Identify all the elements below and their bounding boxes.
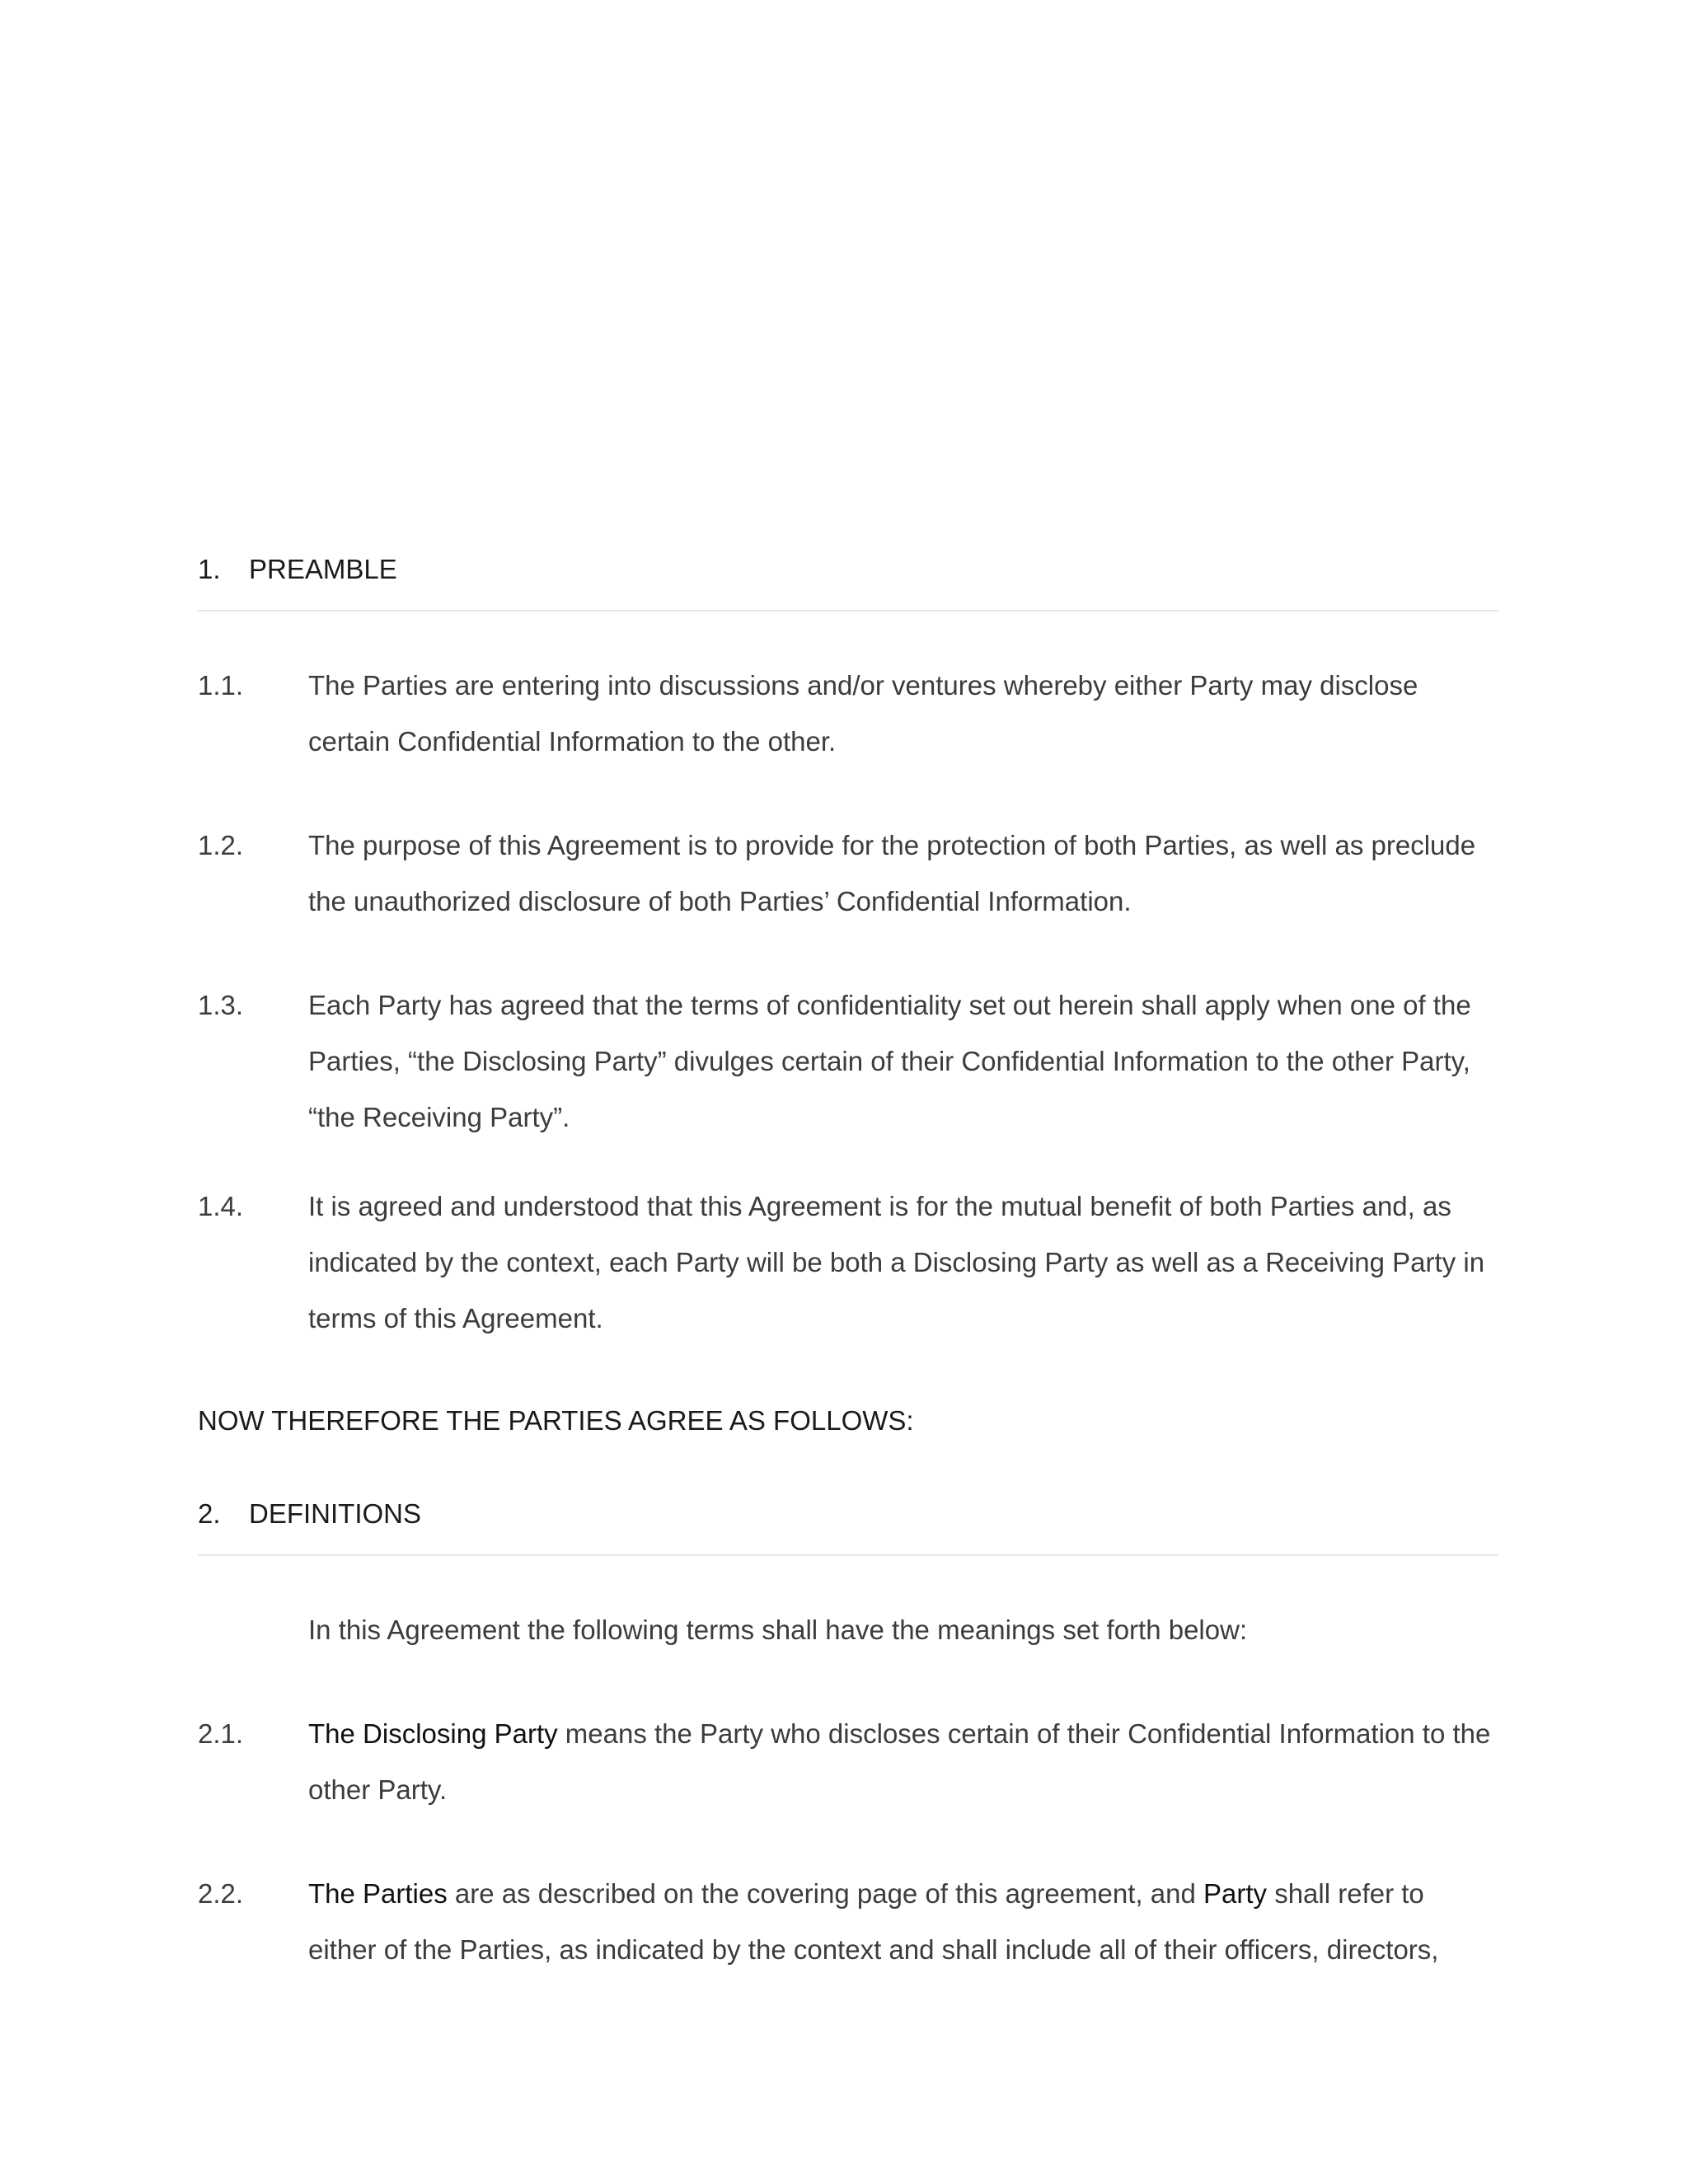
definitions-intro — [198, 1602, 1498, 1658]
clause-2-1 — [198, 1706, 1498, 1818]
clause-text — [308, 1706, 1495, 1818]
defined-term: Party — [1203, 1878, 1268, 1909]
section-number: 2. — [198, 1498, 221, 1529]
document-content — [198, 551, 1498, 1978]
clause-1-1 — [198, 658, 1498, 770]
section-number: 1. — [198, 554, 221, 584]
clause-number: 1.2. — [198, 830, 244, 860]
clause-number: 2.2. — [198, 1878, 244, 1909]
defined-term: The Disclosing Party — [308, 1718, 558, 1749]
intro-text: In this Agreement the following terms shall have the meanings set forth below: — [308, 1615, 1248, 1645]
clause-2-2 — [198, 1866, 1498, 1978]
clause-number: 1.4. — [198, 1191, 244, 1221]
clause-text: It is agreed and understood that this Agreement is for the mutual benefit of both Parties and, as indicated by the context, each Party will be both a Disclosing Party as well as a Receiving Party in terms of this Agreement. — [308, 1191, 1485, 1333]
clause-1-3 — [198, 977, 1498, 1146]
clause-text: The Parties are entering into discussions and/or ventures whereby either Party may disclose certain Confidential Information to the other. — [308, 670, 1418, 757]
definition-text: are as described on the covering page of this agreement, and — [447, 1878, 1203, 1909]
section-title: DEFINITIONS — [249, 1498, 422, 1529]
section-heading-definitions — [198, 1495, 1498, 1556]
clause-number: 1.1. — [198, 670, 244, 701]
defined-term: The Parties — [308, 1878, 448, 1909]
section-title: PREAMBLE — [249, 554, 397, 584]
clause-1-4 — [198, 1179, 1498, 1347]
definition-text: means the Party who discloses certain of their Confidential Information to the other Party. — [308, 1718, 1491, 1805]
now-therefore-heading: NOW THEREFORE THE PARTIES AGREE AS FOLLOWS: — [198, 1405, 914, 1436]
definition-text: shall refer to either of the Parties, as indicated by the context and shall include all of their officers, directors, — [308, 1878, 1439, 1965]
clause-number: 2.1. — [198, 1718, 244, 1749]
section-heading-preamble — [198, 551, 1498, 612]
clause-text: Each Party has agreed that the terms of confidentiality set out herein shall apply when one of the Parties, “the Disclosing Party” divulges certain of their Confidential Information to the other Party, “the Receiving Party”. — [308, 990, 1471, 1132]
clause-number: 1.3. — [198, 990, 244, 1020]
clause-text: The purpose of this Agreement is to provide for the protection of both Parties, as well as preclude the unauthorized disclosure of both Parties’ Confidential Information. — [308, 830, 1476, 916]
clause-text — [308, 1866, 1495, 1978]
clause-1-2 — [198, 818, 1498, 930]
